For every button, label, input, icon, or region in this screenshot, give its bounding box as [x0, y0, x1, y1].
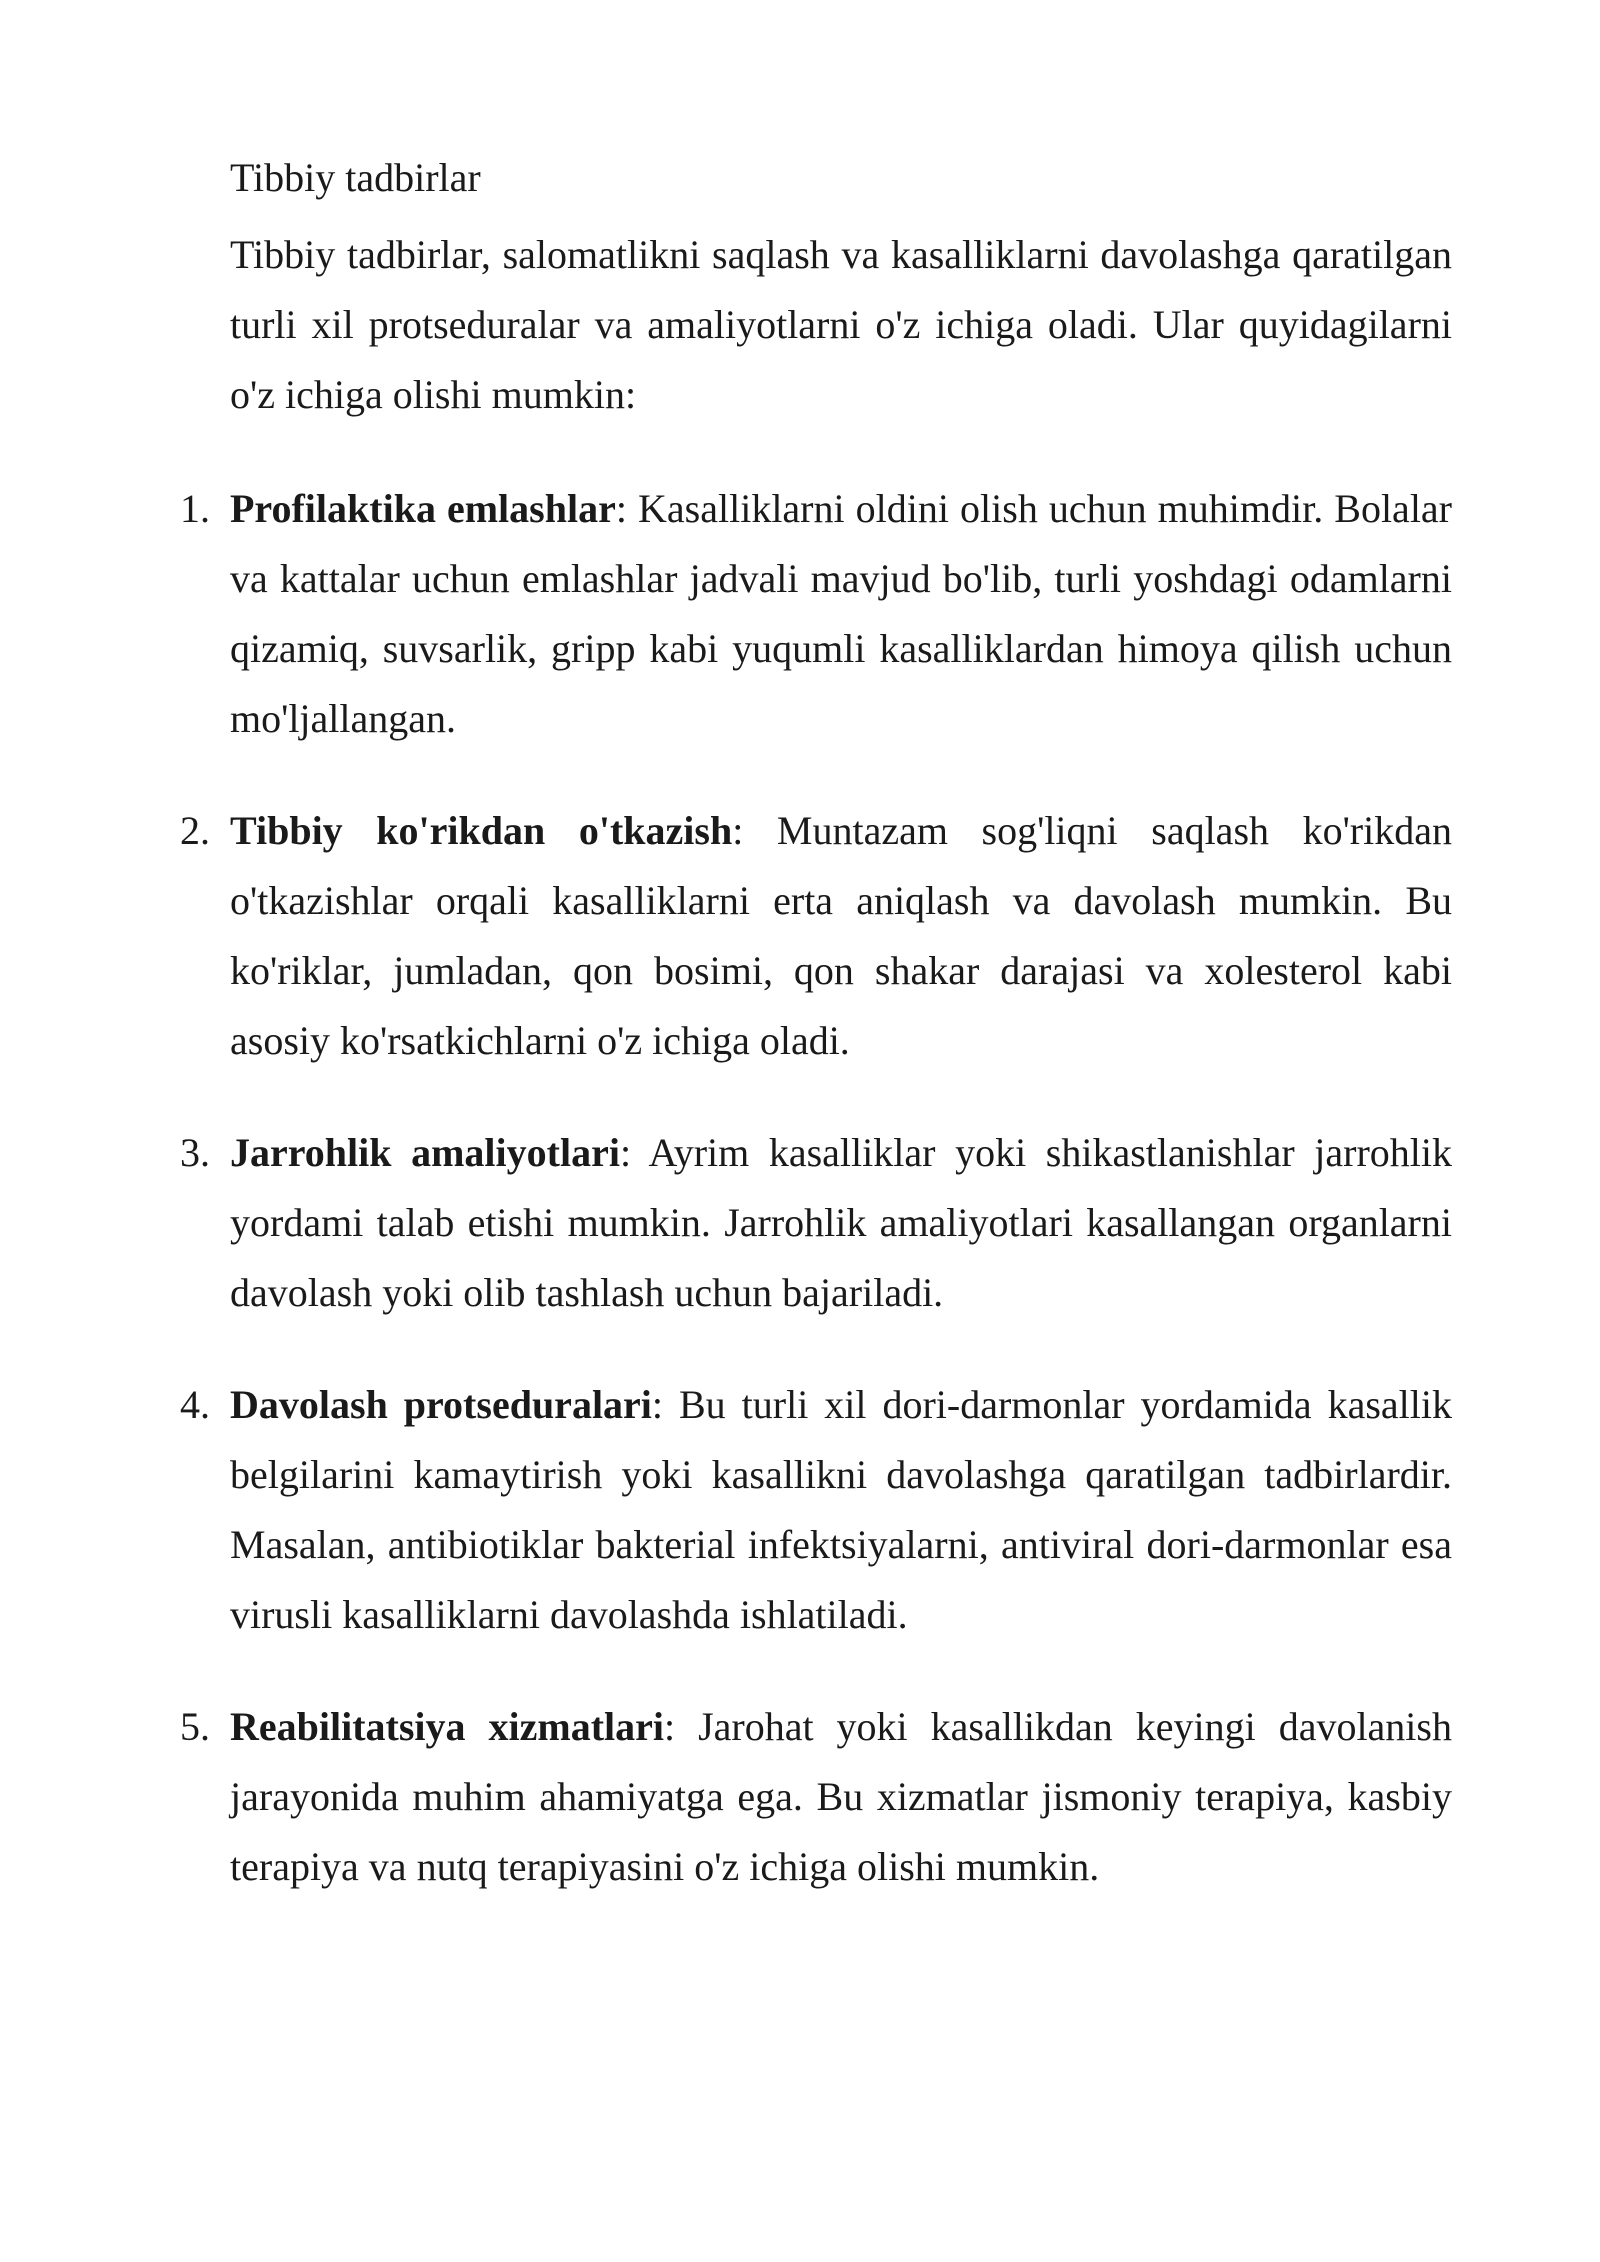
list-item-term: Tibbiy ko'rikdan o'tkazish [230, 808, 733, 853]
list-item-number: 3. [180, 1130, 210, 1175]
list-item-term: Reabilitatsiya xizmatlari [230, 1704, 664, 1749]
list-item-number: 1. [180, 486, 210, 531]
list-item-text: : Jarohat yoki kasallikdan keyingi davolanish jarayonida muhim ahamiyatga ega. Bu xizmatlar jismoniy terapiya, kasbiy terapiya va nutq terapiyasini o'z ichiga olishi mumkin. [230, 1704, 1452, 1889]
list-item [180, 796, 1452, 1076]
document-body [180, 150, 1453, 1902]
list-item-text: : Muntazam sog'liqni saqlash ko'rikdan o'tkazishlar orqali kasalliklarni erta aniqlash va davolash mumkin. Bu ko'riklar, jumladan, qon bosimi, qon shakar darajasi va xolesterol kabi asosiy ko'rsatkichlarni o'z ichiga oladi. [230, 808, 1452, 1063]
list-item-term: Profilaktika emlashlar [230, 486, 616, 531]
list-item [180, 474, 1453, 754]
list-item-text: : Ayrim kasalliklar yoki shikastlanishlar jarrohlik yordami talab etishi mumkin. Jarrohlik amaliyotlari kasallangan organlarni davolash yoki olib tashlash uchun bajariladi. [230, 1130, 1452, 1315]
list-item [180, 1692, 1452, 1902]
list-item-number: 2. [180, 808, 210, 853]
measures-list [180, 474, 1453, 1902]
list-item [180, 1118, 1452, 1328]
list-item-number: 4. [180, 1382, 210, 1427]
intro-paragraph: Tibbiy tadbirlar, salomatlikni saqlash va kasalliklarni davolashga qaratilgan turli xil protseduralar va amaliyotlarni o'z ichiga oladi. Ular quyidagilarni o'z ichiga olishi mumkin: [230, 232, 1452, 417]
list-item [180, 1370, 1452, 1650]
list-item-term: Jarrohlik amaliyotlari [230, 1130, 620, 1175]
list-item-term: Davolash protseduralari [230, 1382, 652, 1427]
document-title: Tibbiy tadbirlar [230, 155, 481, 200]
list-item-number: 5. [180, 1704, 210, 1749]
list-item-text: : Kasalliklarni oldini olish uchun muhimdir. Bolalar va kattalar uchun emlashlar jadvali mavjud bo'lib, turli yoshdagi odamlarni qizamiq, suvsarlik, gripp kabi yuqumli kasalliklardan himoya qilish uchun mo'ljallangan. [230, 486, 1453, 741]
list-item-text: : Bu turli xil dori-darmonlar yordamida kasallik belgilarini kamaytirish yoki kasallikni davolashga qaratilgan tadbirlardir. Masalan, antibiotiklar bakterial infektsiyalarni, antiviral dori-darmonlar esa virusli kasalliklarni davolashda ishlatiladi. [230, 1382, 1452, 1637]
